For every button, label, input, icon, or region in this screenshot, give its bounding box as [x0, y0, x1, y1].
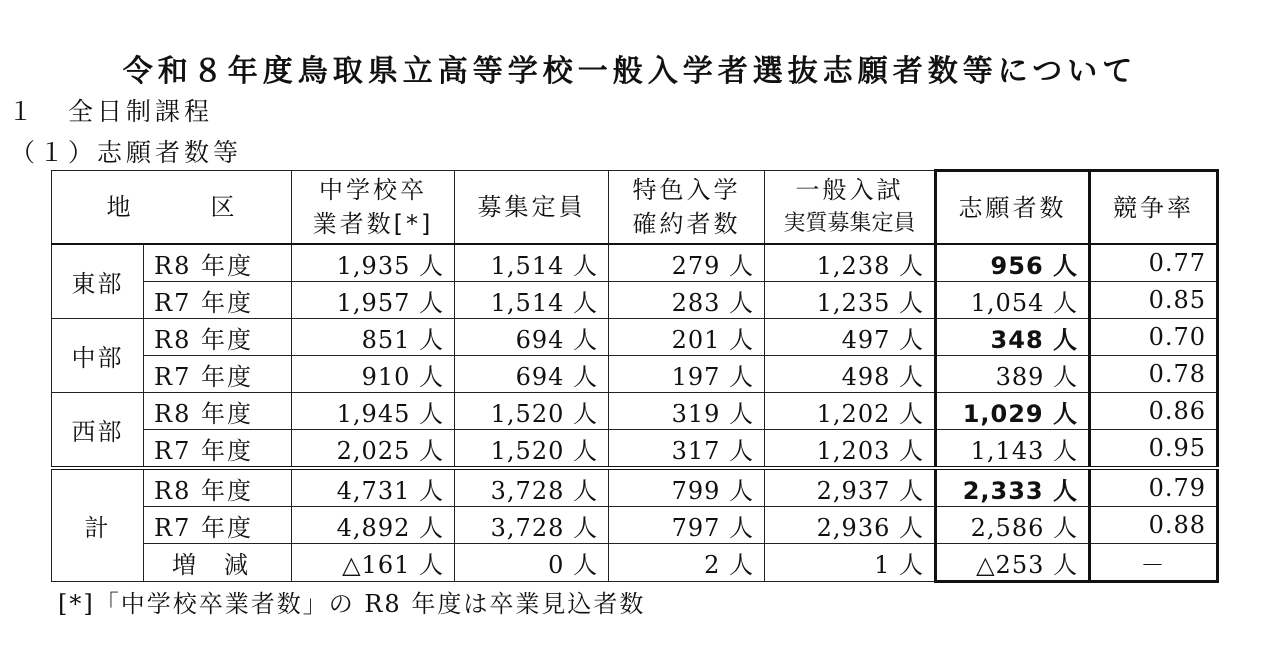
table-header-row — [52, 171, 1218, 245]
capacity-cell: 3,728 人 — [455, 507, 609, 544]
rate-cell: 0.70 — [1090, 319, 1218, 356]
general-cell: 1,238 人 — [765, 244, 936, 282]
year-label: R7 年度 — [144, 430, 292, 469]
capacity-cell: 1,514 人 — [455, 244, 609, 282]
year-label: R8 年度 — [144, 319, 292, 356]
general-cell: 1,203 人 — [765, 430, 936, 469]
section-heading — [8, 92, 213, 128]
special-cell: 201 人 — [609, 319, 765, 356]
year-label: R8 年度 — [144, 244, 292, 282]
subsection-heading: （１）志願者数等 — [10, 138, 243, 167]
table-row — [52, 468, 1218, 507]
applicants-cell: 2,586 人 — [936, 507, 1090, 544]
rate-cell: 0.85 — [1090, 282, 1218, 319]
table-row — [52, 356, 1218, 393]
capacity-cell: 694 人 — [455, 356, 609, 393]
applicants-cell: 1,054 人 — [936, 282, 1090, 319]
applicants-table — [51, 169, 1219, 583]
applicants-cell: 1,029 人 — [936, 393, 1090, 430]
special-cell: 2 人 — [609, 544, 765, 582]
general-cell: 2,937 人 — [765, 468, 936, 507]
general-cell: 1 人 — [765, 544, 936, 582]
rate-cell: 0.77 — [1090, 244, 1218, 282]
graduates-cell: 1,935 人 — [292, 244, 455, 282]
table-row — [52, 319, 1218, 356]
capacity-cell: 1,520 人 — [455, 430, 609, 469]
table-row — [52, 282, 1218, 319]
header-general — [765, 171, 936, 245]
capacity-cell: 694 人 — [455, 319, 609, 356]
rate-cell: 0.78 — [1090, 356, 1218, 393]
applicants-cell: 956 人 — [936, 244, 1090, 282]
change-label: 増 減 — [144, 544, 292, 582]
graduates-cell: 4,731 人 — [292, 468, 455, 507]
header-capacity: 募集定員 — [455, 171, 609, 245]
rate-cell: 0.86 — [1090, 393, 1218, 430]
graduates-cell: 4,892 人 — [292, 507, 455, 544]
applicants-cell: △253 人 — [936, 544, 1090, 582]
year-label: R8 年度 — [144, 468, 292, 507]
applicants-cell: 389 人 — [936, 356, 1090, 393]
header-general-line1: 一般入試 — [795, 176, 904, 204]
special-cell: 279 人 — [609, 244, 765, 282]
graduates-cell: 2,025 人 — [292, 430, 455, 469]
header-special-line2: 確約者数 — [632, 210, 741, 238]
table-row — [52, 393, 1218, 430]
region-label: 東部 — [52, 244, 144, 319]
special-cell: 197 人 — [609, 356, 765, 393]
rate-cell: 0.88 — [1090, 507, 1218, 544]
rate-cell: － — [1090, 544, 1218, 582]
graduates-cell: 851 人 — [292, 319, 455, 356]
general-cell: 1,202 人 — [765, 393, 936, 430]
year-label: R7 年度 — [144, 507, 292, 544]
region-label: 西部 — [52, 393, 144, 469]
table-row — [52, 244, 1218, 282]
special-cell: 283 人 — [609, 282, 765, 319]
header-rate: 競争率 — [1090, 171, 1218, 245]
table-row — [52, 507, 1218, 544]
special-cell: 799 人 — [609, 468, 765, 507]
table-row — [52, 430, 1218, 469]
footnote: [*]「中学校卒業者数」の R8 年度は卒業見込者数 — [58, 590, 646, 618]
applicants-cell: 1,143 人 — [936, 430, 1090, 469]
header-graduates-line2: 業者数[*] — [312, 210, 434, 238]
total-label: 計 — [52, 468, 144, 582]
year-label: R7 年度 — [144, 356, 292, 393]
rate-cell: 0.95 — [1090, 430, 1218, 469]
page-title: 令和８年度鳥取県立高等学校一般入学者選抜志願者数等について — [122, 54, 1138, 89]
header-region: 地 区 — [52, 171, 292, 245]
section-label: 全日制課程 — [68, 97, 214, 126]
applicants-cell: 348 人 — [936, 319, 1090, 356]
header-applicants: 志願者数 — [936, 171, 1090, 245]
capacity-cell: 1,520 人 — [455, 393, 609, 430]
general-cell: 497 人 — [765, 319, 936, 356]
table-row — [52, 544, 1218, 582]
applicants-cell: 2,333 人 — [936, 468, 1090, 507]
graduates-cell: △161 人 — [292, 544, 455, 582]
general-cell: 498 人 — [765, 356, 936, 393]
capacity-cell: 1,514 人 — [455, 282, 609, 319]
header-general-line2: 実質募集定員 — [783, 211, 916, 236]
graduates-cell: 910 人 — [292, 356, 455, 393]
region-label: 中部 — [52, 319, 144, 393]
general-cell: 2,936 人 — [765, 507, 936, 544]
section-number: １ — [8, 97, 38, 126]
rate-cell: 0.79 — [1090, 468, 1218, 507]
year-label: R7 年度 — [144, 282, 292, 319]
special-cell: 797 人 — [609, 507, 765, 544]
capacity-cell: 3,728 人 — [455, 468, 609, 507]
graduates-cell: 1,945 人 — [292, 393, 455, 430]
header-special-line1: 特色入学 — [632, 176, 741, 204]
header-graduates-line1: 中学校卒 — [319, 176, 427, 204]
capacity-cell: 0 人 — [455, 544, 609, 582]
special-cell: 317 人 — [609, 430, 765, 469]
header-graduates — [292, 171, 455, 245]
year-label: R8 年度 — [144, 393, 292, 430]
graduates-cell: 1,957 人 — [292, 282, 455, 319]
header-special — [609, 171, 765, 245]
special-cell: 319 人 — [609, 393, 765, 430]
general-cell: 1,235 人 — [765, 282, 936, 319]
